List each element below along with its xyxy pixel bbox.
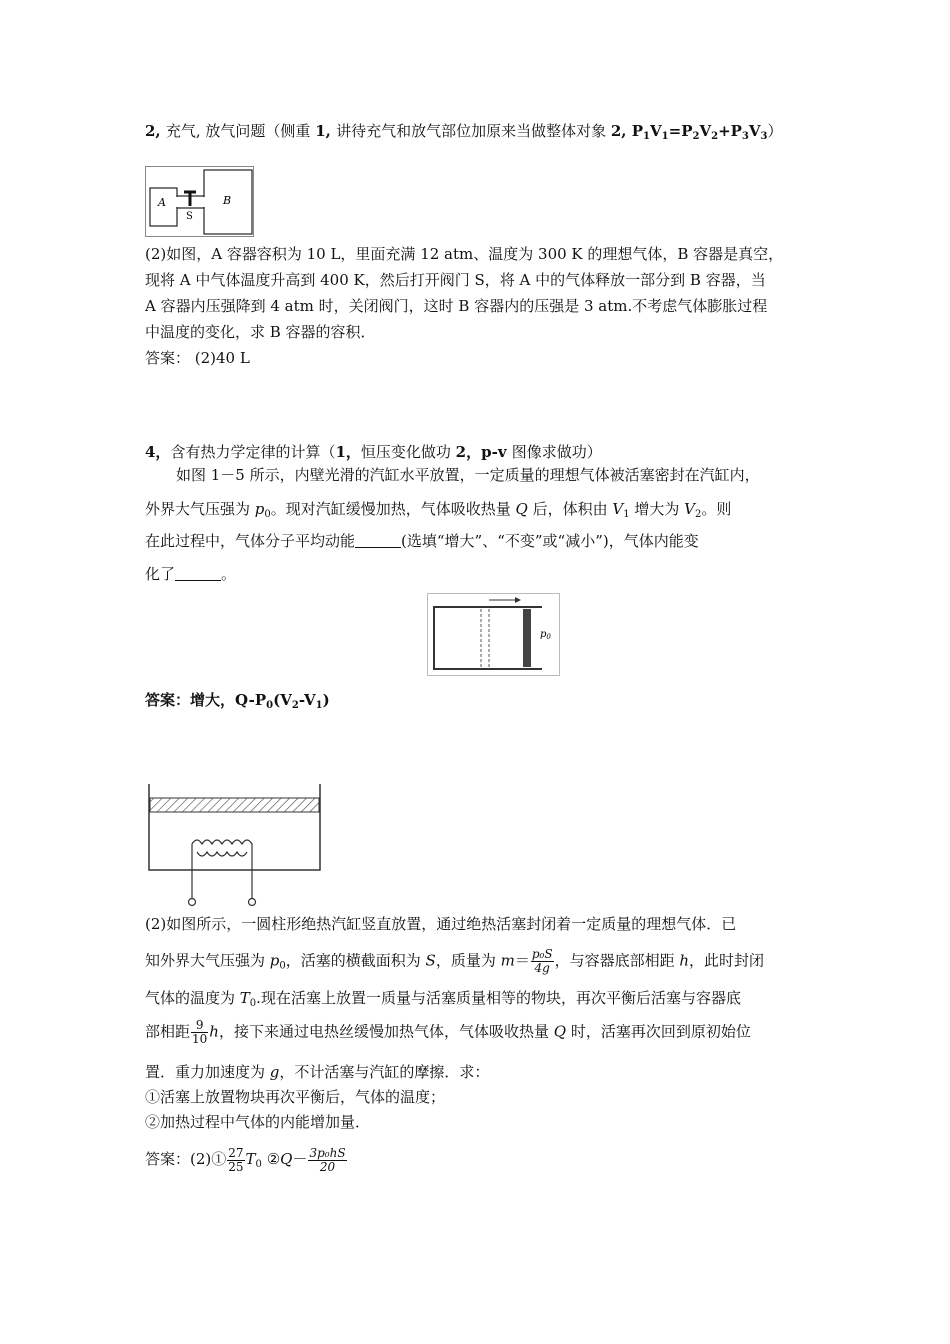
terminal-icon	[189, 899, 196, 906]
fraction: $\frac{\text{3p₀hS}}{20}$	[309, 1145, 346, 1174]
question-line: 化了 。	[145, 565, 237, 583]
title-num: 2,	[145, 122, 166, 140]
question-line: 气体的温度为 $T_0$.现在活塞上放置一质量与活塞质量相等的物块，再次平衡后活塞与容器底	[145, 989, 741, 1009]
label-s: S	[186, 211, 193, 222]
answer-line: 答案：增大，$Q-P_0(V_2-V_1)$	[145, 691, 330, 711]
horizontal-cylinder-diagram	[427, 593, 561, 677]
question-line: 外界大气压强为 $p_0$。现对汽缸缓慢加热，气体吸收热量 Q 后，体积由 $V_1$ 增大为 $V_2$。则	[145, 500, 732, 520]
fraction: $\frac{27}{25}$	[228, 1145, 244, 1174]
question-line: (2)如图所示，一圆柱形绝热汽缸竖直放置，通过绝热活塞封闭着一定质量的理想气体．已	[145, 915, 737, 933]
question-line: (2)如图，A 容器容积为 10 L，里面充满 12 atm、温度为 300 K 的理想气体，B 容器是真空，	[145, 245, 784, 263]
question-line: ②加热过程中气体的内能增加量．	[145, 1113, 371, 1131]
question-line: 置．重力加速度为 g，不计活塞与汽缸的摩擦．求：	[145, 1063, 490, 1081]
answer-line: 答案： (2)40 L	[145, 349, 250, 367]
label-b: B	[223, 194, 232, 207]
formula: 2, $P_1V_1=P_2V_2+P_3V_3$	[610, 122, 768, 142]
question-line: ①活塞上放置物块再次平衡后，气体的温度；	[145, 1088, 446, 1106]
heating-coil	[192, 840, 252, 852]
container-ab-diagram	[145, 166, 255, 238]
title-num: 1,	[315, 122, 337, 140]
question-line: 中温度的变化，求 B 容器的容积．	[145, 323, 376, 341]
arrow-head-icon	[515, 597, 521, 603]
title-text: 充气, 放气问题（侧重	[165, 122, 316, 140]
cylinder-wall	[149, 784, 320, 870]
title-text: ）	[767, 122, 783, 140]
question-line: 如图 1－5 所示，内壁光滑的汽缸水平放置，一定质量的理想气体被活塞密封在汽缸内，	[176, 466, 760, 484]
section-2-title	[145, 121, 783, 141]
question-line: 现将 A 中气体温度升高到 400 K，然后打开阀门 S，将 A 中的气体释放一部分到 B 容器，当	[145, 271, 766, 289]
answer-line: 答案：(2)① $\frac{27}{25}$ $T_0$ ②Q－ $\frac{\text{3p₀hS}}{20}$	[145, 1145, 346, 1174]
label-a: A	[158, 196, 166, 209]
question-line: 部相距 $\frac{9}{10}$ h，接下来通过电热丝缓慢加热气体，气体吸收热量 Q 时，活塞再次回到原初始位	[145, 1018, 751, 1046]
title-text: 讲待充气和放气部位加原来当做整体对象	[336, 122, 611, 140]
piston	[523, 609, 531, 667]
label-p0: $p_0$	[540, 629, 551, 641]
terminal-icon	[249, 899, 256, 906]
answer-blank	[175, 566, 221, 581]
fraction: $\frac{\text{p₀S}}{4g}$	[531, 947, 553, 975]
vertical-cylinder-diagram	[144, 782, 324, 908]
fraction: $\frac{9}{10}$	[192, 1018, 208, 1046]
question-line: 在此过程中，气体分子平均动能 (选填“增大”、“不变”或“减小”)，气体内能变	[145, 532, 699, 550]
answer-blank	[355, 533, 401, 548]
piston	[150, 798, 319, 812]
question-line: A 容器内压强降到 4 atm 时，关闭阀门，这时 B 容器内的压强是 3 atm.不考虑气体膨胀过程	[145, 297, 768, 315]
question-line: 知外界大气压强为 $p_0$，活塞的横截面积为 S，质量为 m＝ $\frac{\text{p₀S}}{4g}$ ，与容器底部相距 h，此时封闭	[145, 947, 765, 975]
section-4-title: 4，含有热力学定律的计算（1，恒压变化做功 2，p-v 图像求做功）	[145, 443, 602, 461]
